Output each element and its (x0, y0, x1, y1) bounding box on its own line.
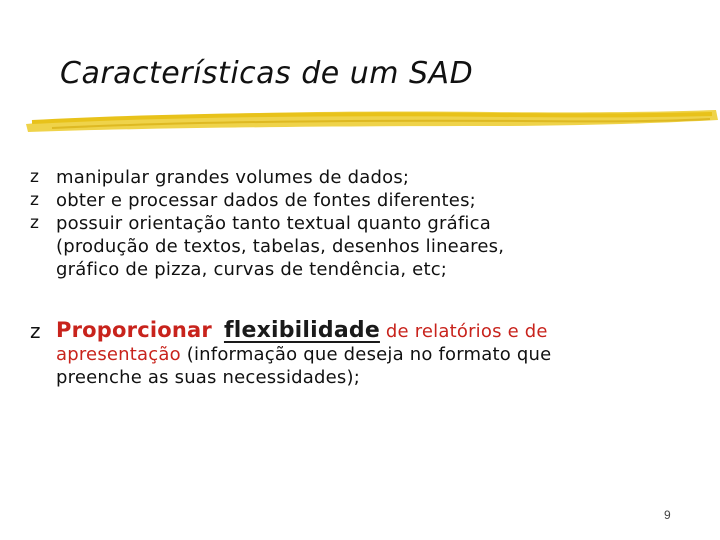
highlight-line3-text: preenche as suas necessidades); (56, 367, 360, 388)
bullet-text: obter e processar dados de fontes diferentes; (56, 190, 476, 211)
list-item (30, 212, 700, 281)
bullet-text: manipular grandes volumes de dados; (56, 167, 410, 188)
highlight-red-word: apresentação (56, 344, 181, 365)
title-underline-brushstroke (22, 102, 720, 136)
bullet-marker-icon: z (30, 213, 40, 233)
bullet-marker-icon: z (30, 167, 40, 187)
bullet-text-continuation: (produção de textos, tabelas, desenhos lineares, (56, 236, 505, 257)
highlight-emphasis-text: flexibilidade (223, 318, 380, 343)
list-item (30, 166, 700, 189)
page-title: Características de um SAD (60, 56, 474, 91)
bullet-marker-icon: z (30, 190, 40, 210)
bullet-text: possuir orientação tanto textual quanto gráfica (56, 213, 491, 234)
page-number: 9 (664, 508, 671, 522)
bullet-list (30, 166, 700, 389)
highlight-list-item (30, 319, 700, 389)
highlight-tail-text: de relatórios e de (385, 321, 548, 342)
bullet-text-continuation: gráfico de pizza, curvas de tendência, etc; (56, 259, 448, 280)
list-item (30, 189, 700, 212)
highlight-line2-text: (informação que deseja no formato que (180, 344, 552, 365)
bullet-marker-icon: z (30, 319, 41, 343)
highlight-lead-text: Proporcionar (56, 318, 212, 342)
